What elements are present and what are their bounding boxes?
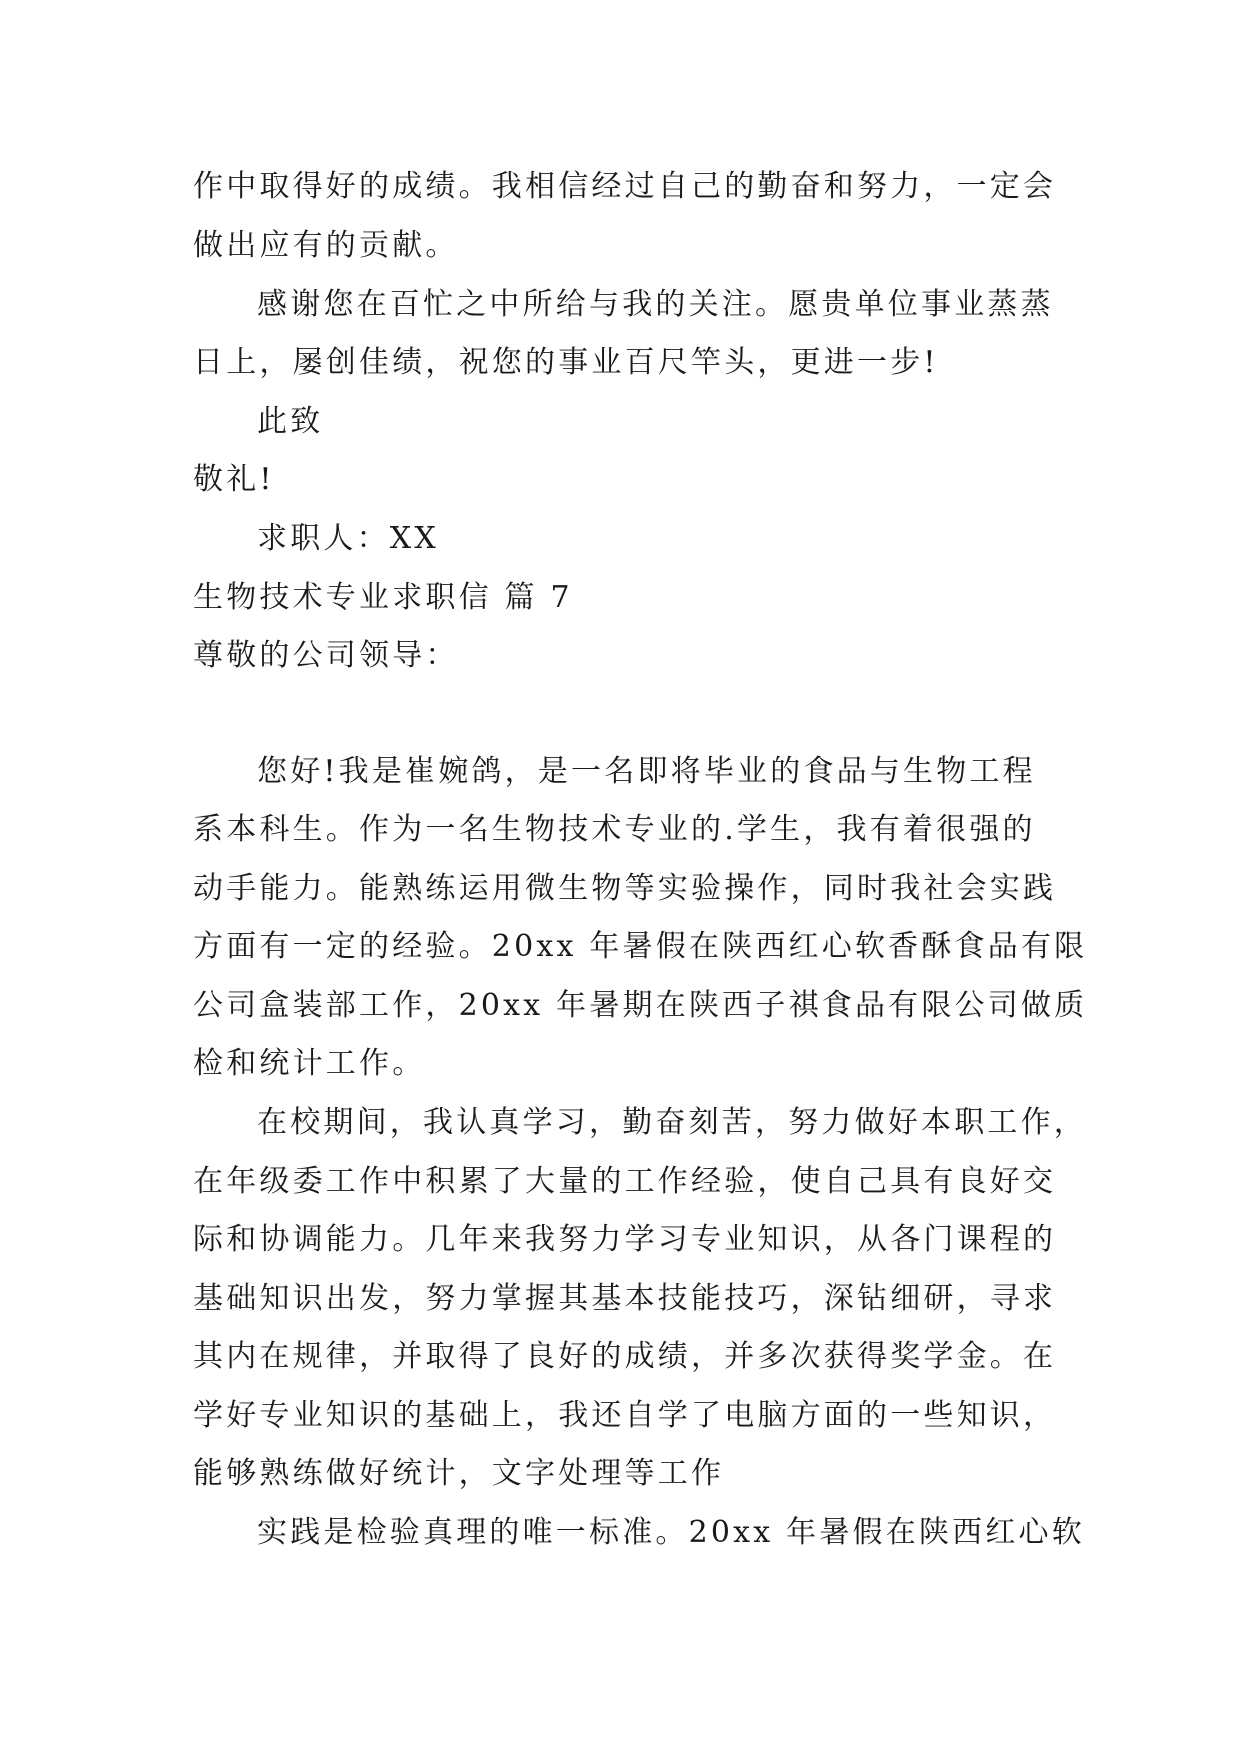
signature-line: 求职人：XX: [257, 521, 439, 556]
text-line: 学好专业知识的基础上，我还自学了电脑方面的一些知识，: [193, 1398, 1057, 1433]
closing-regards: 敬礼!: [193, 462, 275, 497]
letter-greeting: 尊敬的公司领导：: [193, 638, 459, 673]
text-line: 动手能力。能熟练运用微生物等实验操作，同时我社会实践: [193, 871, 1057, 906]
text-line: 其内在规律，并取得了良好的成绩，并多次获得奖学金。在: [193, 1339, 1057, 1374]
text-line: 在年级委工作中积累了大量的工作经验，使自己具有良好交: [193, 1164, 1057, 1199]
paragraph-first-line: 您好!我是崔婉鸽，是一名即将毕业的食品与生物工程: [257, 754, 1036, 789]
text-line: 公司盒装部工作，20xx 年暑期在陕西子祺食品有限公司做质: [193, 988, 1088, 1023]
text-line: 际和协调能力。几年来我努力学习专业知识，从各门课程的: [193, 1222, 1057, 1257]
section-title: 生物技术专业求职信 篇 7: [193, 580, 573, 615]
closing-salutation: 此致: [257, 404, 324, 439]
text-line: 检和统计工作。: [193, 1046, 426, 1081]
text-line: 日上，屡创佳绩，祝您的事业百尺竿头，更进一步!: [193, 345, 939, 380]
text-line: 系本科生。作为一名生物技术专业的.学生，我有着很强的: [193, 812, 1036, 847]
text-line: 方面有一定的经验。20xx 年暑假在陕西红心软香酥食品有限: [193, 929, 1088, 964]
text-line: 做出应有的贡献。: [193, 228, 459, 263]
paragraph-first-line: 实践是检验真理的唯一标准。20xx 年暑假在陕西红心软: [257, 1515, 1085, 1550]
text-line: 基础知识出发，努力掌握其基本技能技巧，深钻细研，寻求: [193, 1281, 1057, 1316]
text-line: 能够熟练做好统计，文字处理等工作: [193, 1456, 725, 1491]
text-line: 作中取得好的成绩。我相信经过自己的勤奋和努力，一定会: [193, 169, 1057, 204]
paragraph-first-line: 感谢您在百忙之中所给与我的关注。愿贵单位事业蒸蒸: [257, 287, 1054, 322]
paragraph-first-line: 在校期间，我认真学习，勤奋刻苦，努力做好本职工作，: [257, 1105, 1087, 1140]
